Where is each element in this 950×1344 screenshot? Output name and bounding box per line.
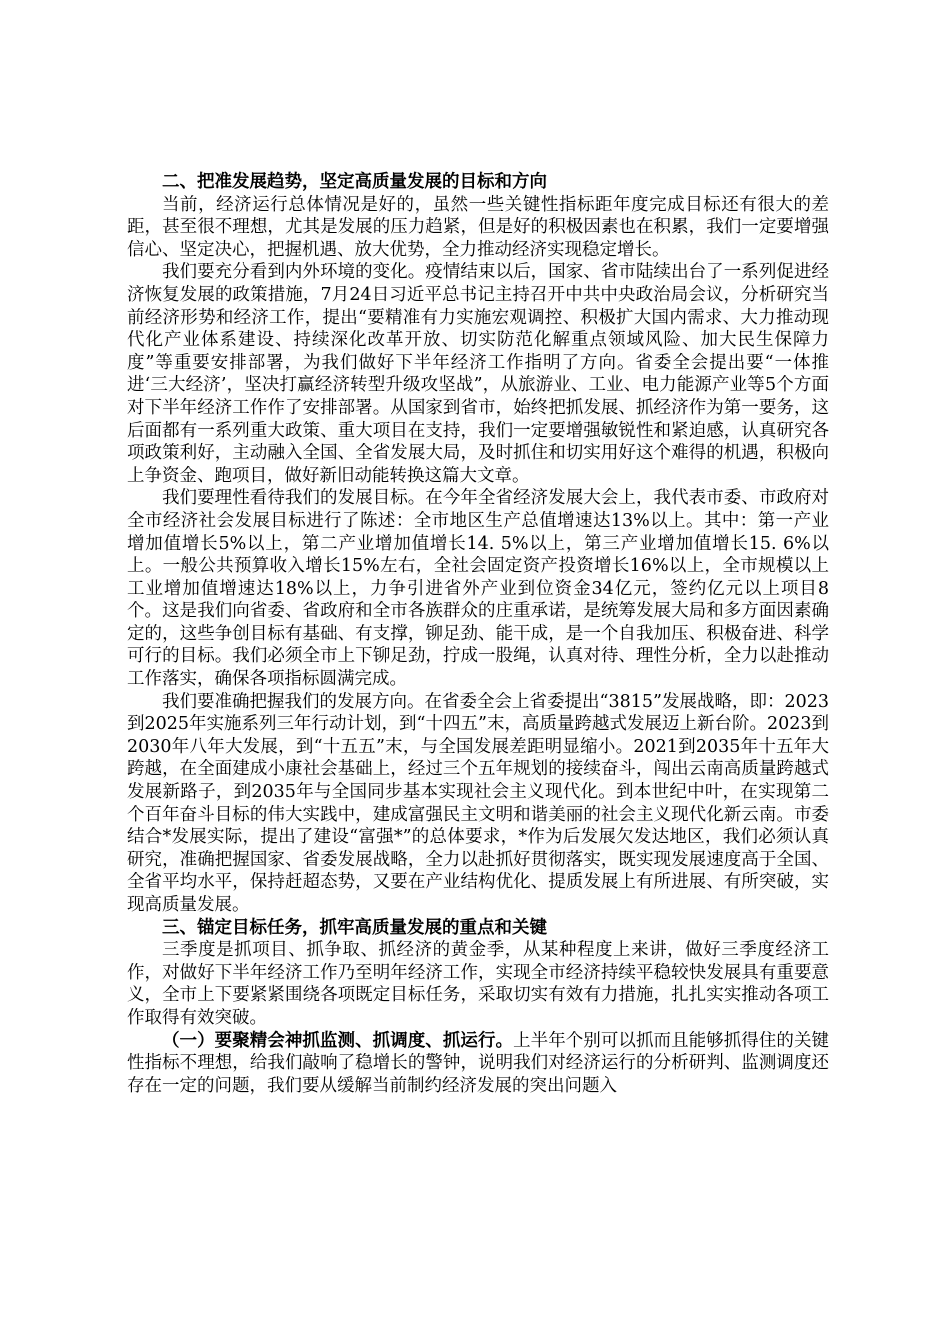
section-heading-2: 二、把准发展趋势，坚定高质量发展的目标和方向 (162, 172, 547, 192)
paragraph-5: 三季度是抓项目、抓争取、抓经济的黄金季，从某种程度上来讲，做好三季度经济工作，对做好下半年经济工作乃至明年经济工作，实现全市经济持续平稳较快发展具有重要意义，全市上下要紧紧围绕各项既定目标任务，采取切实有效有力措施，扎扎实实推动各项工作取得有效突破。 (127, 940, 829, 1028)
paragraph-3: 我们要理性看待我们的发展目标。在今年全省经济发展大会上，我代表市委、市政府对全市经济社会发展目标进行了陈述：全市地区生产总值增速达13%以上。其中：第一产业增加值增长5%以上，第二产业增加值增长14. 5%以上，第三产业增加值增长15. 6%以上。一般公共预算收入增长15%左右，全社会固定资产投资增长16%以上，全市规模以上工业增加值增速达18%以上，力争引进省外产业到位资金34亿元，签约亿元以上项目8个。这是我们向省委、省政府和全市各族群众的庄重承诺，是统筹发展大局和多方面因素确定的，这些争创目标有基础、有支撑，铆足劲、能干成，是一个自我加压、积极奋进、科学可行的目标。我们必须全市上下铆足劲，拧成一股绳，认真对待、理性分析，全力以赴推动工作落实，确保各项指标圆满完成。 (127, 488, 829, 690)
paragraph-4: 我们要准确把握我们的发展方向。在省委全会上省委提出“3815”发展战略，即：2023到2025年实施系列三年行动计划，到“十四五”末，高质量跨越式发展迈上新台阶。2023到2030年八年大发展，到“十五五”末，与全国发展差距明显缩小。2021到2035年十五年大跨越，在全面建成小康社会基础上，经过三个五年规划的接续奋斗，闯出云南高质量跨越式发展新路子，到2035年与全国同步基本实现社会主义现代化。到本世纪中叶，在实现第二个百年奋斗目标的伟大实践中，建成富强民主文明和谐美丽的社会主义现代化新云南。市委结合*发展实际，提出了建设“富强*”的总体要求，*作为后发展欠发达地区，我们必须认真研究，准确把握国家、省委发展战略，全力以赴抓好贯彻落实，既实现发展速度高于全国、全省平均水平，保持赶超态势，又要在产业结构优化、提质发展上有所进展、有所突破，实现高质量发展。 (127, 691, 829, 915)
paragraph-1: 当前，经济运行总体情况是好的，虽然一些关键性指标距年度完成目标还有很大的差距，甚至很不理想，尤其是发展的压力趋紧，但是好的积极因素也在积累，我们一定要增强信心、坚定决心，把握机遇、放大优势，全力推动经济实现稳定增长。 (127, 194, 829, 260)
paragraph-6 (127, 1030, 829, 1098)
document-body (127, 171, 829, 1097)
section-heading-3: 三、锚定目标任务，抓牢高质量发展的重点和关键 (162, 917, 547, 938)
paragraph-6-body: 上半年个别可以抓而且能够抓得住的关键性指标不理想，给我们敲响了稳增长的警钟，说明我们对经济运行的分析研判、监测调度还存在一定的问题，我们要从缓解当前制约经济发展的突出问题入 (127, 1030, 830, 1096)
paragraph-6-lead: （一）要聚精会神抓监测、抓调度、抓运行。 (162, 1030, 514, 1051)
paragraph-2: 我们要充分看到内外环境的变化。疫情结束以后，国家、省市陆续出台了一系列促进经济恢复发展的政策措施，7月24日习近平总书记主持召开中共中央政治局会议，分析研究当前经济形势和经济工作，提出“要精准有力实施宏观调控、积极扩大国内需求、大力推动现代化产业体系建设、持续深化改革开放、切实防范化解重点领域风险、加大民生保障力度”等重要安排部署，为我们做好下半年经济工作指明了方向。省委全会提出要“一体推进‘三大经济’，坚决打赢经济转型升级攻坚战”，从旅游业、工业、电力能源产业等5个方面对下半年经济工作作了安排部署。从国家到省市，始终把抓发展、抓经济作为第一要务，这后面都有一系列重大政策、重大项目在支持，我们一定要增强敏锐性和紧迫感，认真研究各项政策利好，主动融入全国、全省发展大局，及时抓住和切实用好这个难得的机遇，积极向上争资金、跑项目，做好新旧动能转换这篇大文章。 (127, 262, 830, 486)
